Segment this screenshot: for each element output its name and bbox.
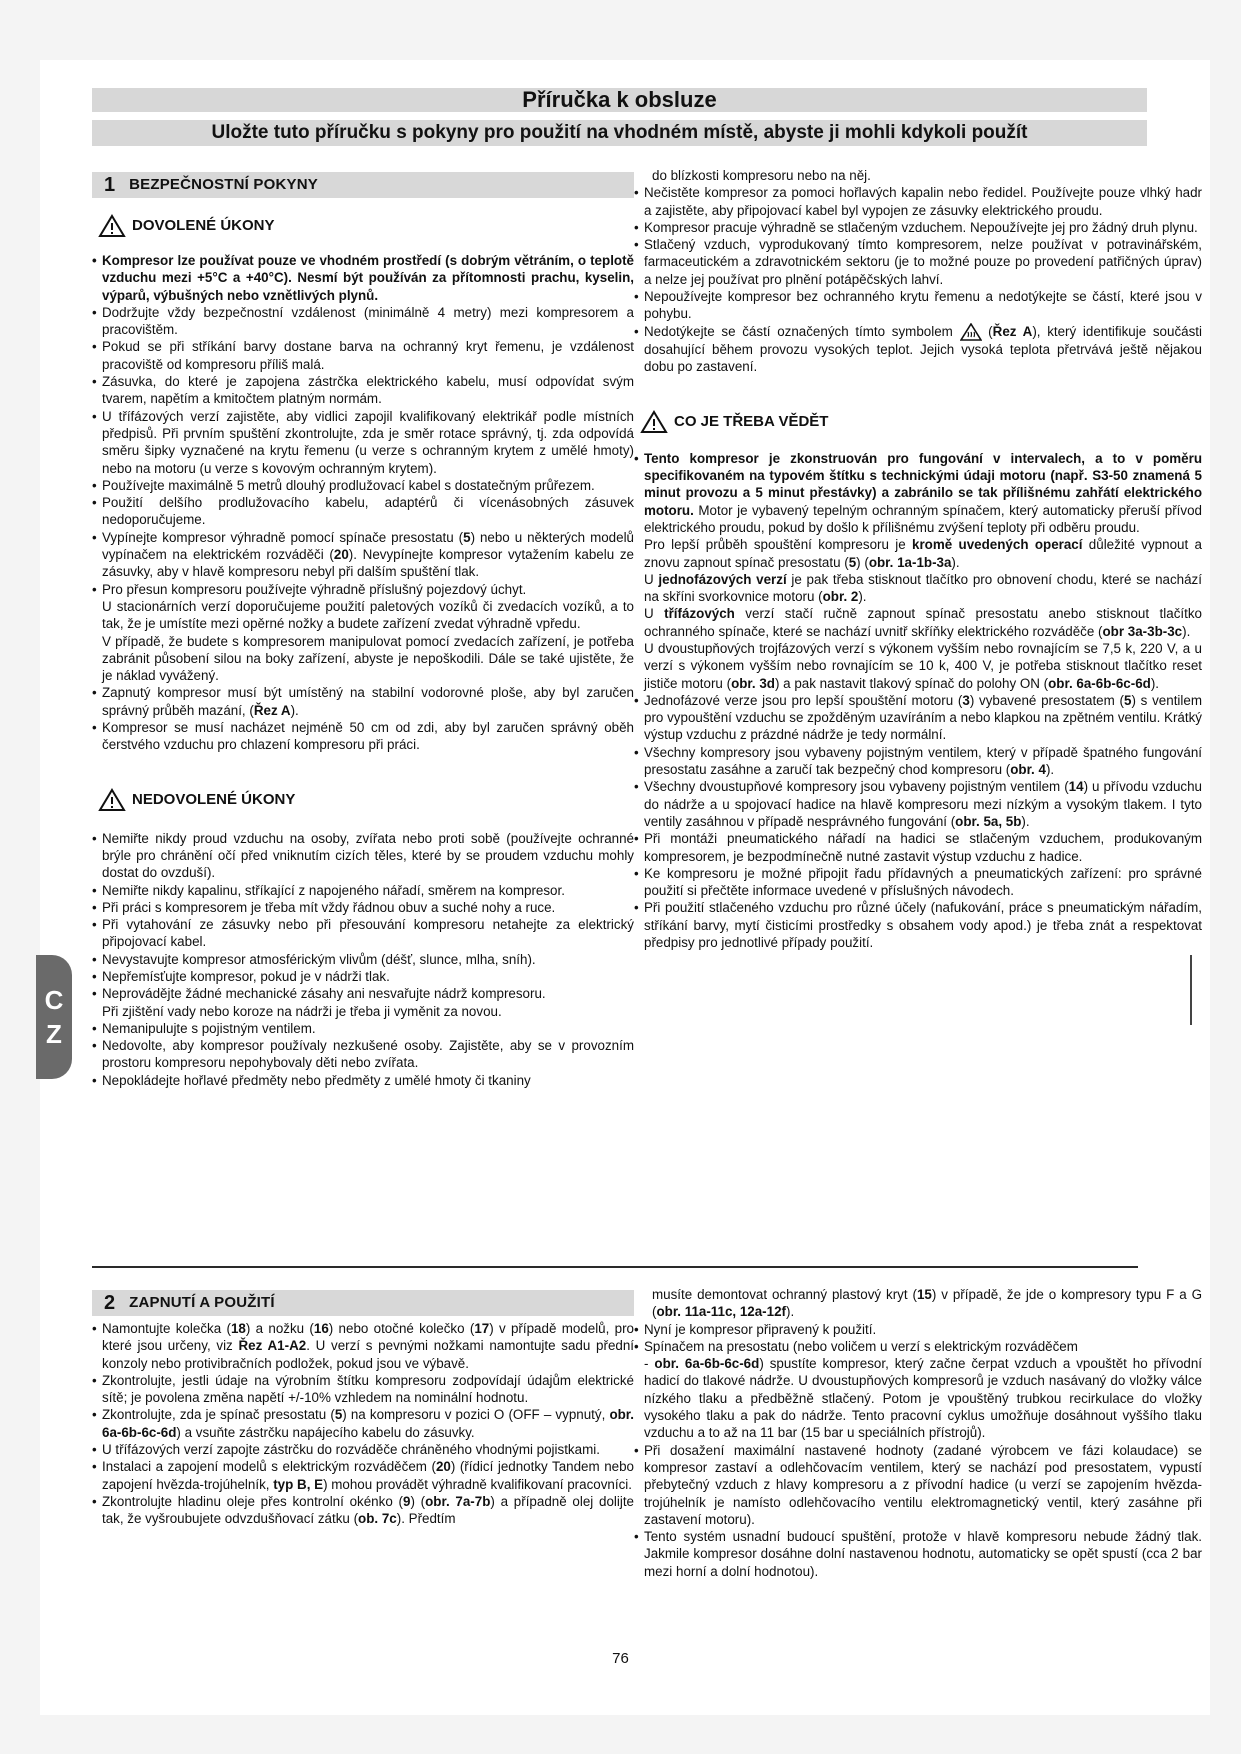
forbidden-heading xyxy=(98,788,634,812)
list-item: • Při použití stlačeného vzduchu pro různé účely (nafukování, práce s pneumatickým nářadím, stříkání barvy, mytí čisticími prostředky s obsahem vody apod.) je třeba znát a respektovat předpisy pro jednotlivé případy použití. xyxy=(634,899,1202,951)
list-item: • Nepoužívejte kompresor bez ochranného krytu řemenu a nedotýkejte se částí, které jsou v pohybu. xyxy=(634,288,1202,323)
section2-left-column xyxy=(92,1290,634,1528)
list-item-continuation: do blízkosti kompresoru nebo na něj. xyxy=(652,168,871,183)
list-item: • Nedotýkejte se částí označených tímto symbolem (Řez A), který identifikuje součásti dosahující během provozu vysokých teplot. Jejich vysoká teplota přetrvává ještě nějakou dobu po zastavení. xyxy=(634,323,1202,376)
section1-right-column xyxy=(634,167,1202,951)
list-item: • Pro přesun kompresoru používejte výhradně příslušný pojezdový úchyt. xyxy=(92,581,634,598)
list-item: • Vypínejte kompresor výhradně pomocí spínače presostatu (5) nebo u některých modelů vypínačem na elektrickém rozváděči (20). Nevypínejte kompresor vytažením kabelu ze zásuvky, aby v hlavě kompresoru nebyl při dalším spuštění tlak. xyxy=(92,529,634,581)
list-item: • Při práci s kompresorem je třeba mít vždy řádnou obuv a suché nohy a ruce. xyxy=(92,899,634,916)
list-item: • Pokud se při stříkání barvy dostane barva na ochranný kryt řemenu, je vzdálenost pracoviště od kompresoru příliš malá. xyxy=(92,338,634,373)
list-item: • Zapnutý kompresor musí být umístěný na stabilní vodorovné ploše, aby byl zaručen správný průběh mazání, (Řez A). xyxy=(92,684,634,719)
list-item: • Při dosažení maximální nastavené hodnoty (zadané výrobcem ve fázi kolaudace) se kompresor zastaví a odlehčovacím ventilem, který se nachází pod presostatem, vypustí přebytečný vzduch z hlavy kompresoru a z přívodní hadice (u verzí se zapojením hvězda-trojúhelník je namísto odlehčovacího ventilu elektromagnetický ventil, který zasáhne při zastavení motoru). xyxy=(634,1442,1202,1528)
section2-number: 2 xyxy=(104,1292,116,1314)
language-tab-letter: C xyxy=(44,985,64,1015)
allowed-heading xyxy=(98,214,634,238)
list-item: • Zkontrolujte, zda je spínač presostatu (5) na kompresoru v pozici O (OFF – vypnutý, obr. 6a-6b-6c-6d) a vsuňte zástrčku napájecího kabelu do zásuvky. xyxy=(92,1406,634,1441)
hot-surface-warning-icon xyxy=(960,323,982,341)
list-item: • Nedovolte, aby kompresor používaly nezkušené osoby. Zajistěte, aby se v provozním prostoru kompresoru nepohybovaly děti nebo zvířata. xyxy=(92,1037,634,1072)
list-item: • Kompresor pracuje výhradně se stlačeným vzduchem. Nepoužívejte jej pro žádný druh plynu. xyxy=(634,219,1202,236)
list-item-continuation: musíte demontovat ochranný plastový kryt (15) v případě, že jde o kompresory typu F a G (obr. 11a-11c, 12a-12f). xyxy=(652,1287,1202,1320)
list-item: • Nemanipulujte s pojistným ventilem. xyxy=(92,1020,634,1037)
list-item: • Všechny kompresory jsou vybaveny pojistným ventilem, který v případě špatného fungování presostatu zasáhne a zaručí tak bezpečný chod kompresoru (obr. 4). xyxy=(634,744,1202,779)
list-item: • Zkontrolujte hladinu oleje přes kontrolní okénko (9) (obr. 7a-7b) a případně olej dolijte tak, že vyšroubujete odvzdušňovací zátku (ob. 7c). Předtím xyxy=(92,1493,634,1528)
section1-title: BEZPEČNOSTNÍ POKYNY xyxy=(129,176,318,193)
list-item: • Nepřemísťujte kompresor, pokud je v nádrži tlak. xyxy=(92,968,634,985)
list-item: • Neprovádějte žádné mechanické zásahy ani nesvařujte nádrž kompresoru. xyxy=(92,985,634,1002)
list-item: • Tento systém usnadní budoucí spuštění, protože v hlavě kompresoru nebude žádný tlak. Jakmile kompresor dosáhne dolní nastavenou hodnotu, automaticky se opět spustí (cca 2 bar mezi horní a dolní hodnotou). xyxy=(634,1528,1202,1580)
paragraph: U dvoustupňových trojfázových verzí s výkonem vyšším nebo rovnajícím se 7,5 k, 220 V, a u verzí s výkonem vyšším nebo rovnajícím se 10 k, 400 V, je potřeba stisknout tlačítko reset jističe motoru (obr. 3d) a pak nastavit tlakový spínač do polohy ON (obr. 6a-6b-6c-6d). xyxy=(644,640,1202,691)
list-item: • Nečistěte kompresor za pomoci hořlavých kapalin nebo ředidel. Používejte pouze vlhký hadr a zajistěte, aby připojovací kabel byl vypojen ze zásuvky elektrického proudu. xyxy=(634,184,1202,219)
list-item-continuation: V případě, že budete s kompresorem manipulovat pomocí zvedacích zařízení, je potřeba zabránit působení silou na boky zařízení, abyste je nepoškodili. Dále se také ujistěte, že je náklad vyvážený. xyxy=(102,633,634,684)
list-item: • Nemiřte nikdy proud vzduchu na osoby, zvířata nebo proti sobě (používejte ochranné brýle pro chránění očí před vniknutím cizích těles, které by se proudem vzduchu mohly dostat do ovzduší). xyxy=(92,830,634,882)
paragraph: Pro lepší průběh spouštění kompresoru je kromě uvedených operací důležité vypnout a znovu zapnout spínač presostatu (5) (obr. 1a-1b-3a). xyxy=(644,537,1202,570)
list-item-continuation: Při zjištění vady nebo koroze na nádrži je třeba ji vyměnit za novou. xyxy=(102,1003,502,1019)
margin-mark xyxy=(1190,955,1192,1025)
list-item: • Stlačený vzduch, vyprodukovaný tímto kompresorem, nelze používat v potravinářském, farmaceutickém a zdravotnickém sektoru (je to možné pouze po provedení patřičných úprav) a nelze jej používat pro plnění potápěčských lahví. xyxy=(634,236,1202,288)
list-item: • Zásuvka, do které je zapojena zástrčka elektrického kabelu, musí odpovídat svým tvarem, napětím a kmitočtem platným normám. xyxy=(92,373,634,408)
section-divider xyxy=(92,1266,1138,1268)
page-number: 76 xyxy=(612,1650,629,1667)
language-tab-letter: Z xyxy=(46,1019,62,1049)
section2-title: ZAPNUTÍ A POUŽITÍ xyxy=(129,1294,275,1311)
section1-left-column xyxy=(92,172,634,1089)
paragraph: - obr. 6a-6b-6c-6d) spustíte kompresor, který začne čerpat vzduch a vpouštět ho přívodní hadicí do tlakové nádrže. U dvoustupňových kompresorů je vzduch nasávaný do vložky válce nízkého tlaku a předběžně stlačený. Potom je vpouštěný trubkou recirkulace do vložky vysokého tlaku a pak do nádrže. Tento pracovní cyklus umožňuje dosáhnout vyššího tlaku vzduchu a to až na 11 bar (15 bar u speciálních přístrojů). xyxy=(644,1356,1203,1441)
page-subtitle: Uložte tuto příručku s pokyny pro použití na vhodném místě, abyste ji mohli kdykoli použít xyxy=(92,120,1147,146)
section1-number: 1 xyxy=(104,174,116,196)
know-heading-text: CO JE TŘEBA VĚDĚT xyxy=(674,413,829,431)
list-item: • Používejte maximálně 5 metrů dlouhý prodlužovací kabel s dostatečným průřezem. xyxy=(92,477,634,494)
list-item: • Nemiřte nikdy kapalinu, stříkající z napojeného nářadí, směrem na kompresor. xyxy=(92,882,634,899)
list-item: • Tento kompresor je zkonstruován pro fungování v intervalech, a to v poměru specifikovaném na typovém štítku s technickými údaji motoru (např. S3-50 znamená 5 minut provozu a 5 minut přestávky) a zabránilo se tak přílišnému zahřátí elektrického motoru. Motor je vybavený tepelným ochranným spínačem, který automaticky přeruší přívod elektrického proudu, pokud by došlo k přílišnému zvýšení teploty při odběru proudu. xyxy=(634,450,1202,536)
section2-header xyxy=(92,1290,634,1316)
language-tab xyxy=(36,955,72,1079)
list-item: • Při vytahování ze zásuvky nebo při přesouvání kompresoru netahejte za elektrický připojovací kabel. xyxy=(92,916,634,951)
list-item-continuation: U stacionárních verzí doporučujeme použití paletových vozíků či zvedacích vozíků, a to tak, že je umístíte mezi opěrné nožky a budete zařízení zvedat výhradně vpředu. xyxy=(102,598,634,632)
list-item: • Nepokládejte hořlavé předměty nebo předměty z umělé hmoty či tkaniny xyxy=(92,1072,634,1089)
list-item: • Dodržujte vždy bezpečnostní vzdálenost (minimálně 4 metry) mezi kompresorem a pracovištěm. xyxy=(92,304,634,339)
paragraph: U třífázových verzí stačí ručně zapnout spínač presostatu anebo stisknout tlačítko ochranného spínače, které se nachází uvnitř skříňky elektrického rozváděče (obr 3a-3b-3c). xyxy=(644,606,1202,639)
list-item: • Při montáži pneumatického nářadí na hadici se stlačeným vzduchem, produkovaným kompresorem, je bezpodmínečně nutné zastavit výstup vzduchu z hadice. xyxy=(634,830,1202,865)
forbidden-heading-text: NEDOVOLENÉ ÚKONY xyxy=(132,790,296,808)
list-item: • Ke kompresoru je možné připojit řadu přídavných a pneumatických zařízení: pro správné použití si přečtěte informace uvedené v příslušných návodech. xyxy=(634,865,1202,900)
section2-right-column xyxy=(634,1286,1202,1580)
page-title: Příručka k obsluze xyxy=(92,88,1147,112)
warning-icon xyxy=(640,410,668,434)
list-item: • Všechny dvoustupňové kompresory jsou vybaveny pojistným ventilem (14) u přívodu vzduchu do nádrže a u spojovací hadice na hlavě kompresoru mezi nízkým a vysokým tlakem. I tyto ventily zasáhnou v případě nesprávného fungování (obr. 5a, 5b). xyxy=(634,778,1202,830)
list-item: • Instalaci a zapojení modelů s elektrickým rozváděčem (20) (řídicí jednotky Tandem nebo zapojení hvězda-trojúhelník, typ B, E) mohou provádět výhradně kvalifikovaní pracovníci. xyxy=(92,1458,634,1493)
list-item: • Jednofázové verze jsou pro lepší spouštění motoru (3) vybavené presostatem (5) s ventilem pro vypouštění vzduchu se zpožděným uzavíráním a nebo klapkou na zpětném ventilu. Krátký výstup vzduchu z prázdné nádrže je tedy normální. xyxy=(634,692,1202,744)
section1-header xyxy=(92,172,634,198)
list-item: • Spínačem na presostatu (nebo voličem u verzí s elektrickým rozváděčem xyxy=(634,1338,1202,1355)
paragraph: U jednofázových verzí je pak třeba stisknout tlačítko pro obnovení chodu, které se nachází na skříni svorkovnice motoru (obr. 2). xyxy=(644,571,1202,605)
list-item: • Kompresor se musí nacházet nejméně 50 cm od zdi, aby byl zaručen správný oběh čerstvého vzduchu pro chlazení kompresoru při práci. xyxy=(92,719,634,754)
list-item: • Kompresor lze používat pouze ve vhodném prostředí (s dobrým větráním, o teplotě vzduchu mezi +5°C a +40°C). Nesmí být používán za přítomnosti prachu, kyselin, výparů, výbušných nebo vznětlivých plynů. xyxy=(92,252,634,304)
warning-icon xyxy=(98,214,126,238)
list-item: • Nevystavujte kompresor atmosférickým vlivům (déšť, slunce, mlha, sníh). xyxy=(92,951,634,968)
allowed-heading-text: DOVOLENÉ ÚKONY xyxy=(132,217,275,235)
list-item: • U třífázových verzí zajistěte, aby vidlici zapojil kvalifikovaný elektrikář podle místních předpisů. Při prvním spuštění zkontrolujte, zda je směr rotace správný, tj. zda odpovídá směru šipky vyznačené na krytu řemenu (u verze s ochranným krytem z umělé hmoty) nebo na motoru (u verze s kovovým ochranným krytem). xyxy=(92,408,634,477)
know-heading xyxy=(640,410,1202,434)
list-item: • U třífázových verzí zapojte zástrčku do rozváděče chráněného vhodnými pojistkami. xyxy=(92,1441,634,1458)
list-item: • Použití delšího prodlužovacího kabelu, adaptérů či vícenásobných zásuvek nedoporučujeme. xyxy=(92,494,634,529)
list-item: • Zkontrolujte, jestli údaje na výrobním štítku kompresoru zodpovídají údajům elektrické sítě; je povolena změna napětí +/-10% vzhledem na nominální hodnotu. xyxy=(92,1372,634,1407)
list-item: • Namontujte kolečka (18) a nožku (16) nebo otočné kolečko (17) v případě modelů, pro které jsou určeny, viz Řez A1-A2. U verzí s pevnými nožkami namontujte sadu přední konzoly nebo protivibračních podložek, pokud jsou ve výbavě. xyxy=(92,1320,634,1372)
list-item: • Nyní je kompresor připravený k použití. xyxy=(634,1321,1202,1338)
warning-icon xyxy=(98,788,126,812)
